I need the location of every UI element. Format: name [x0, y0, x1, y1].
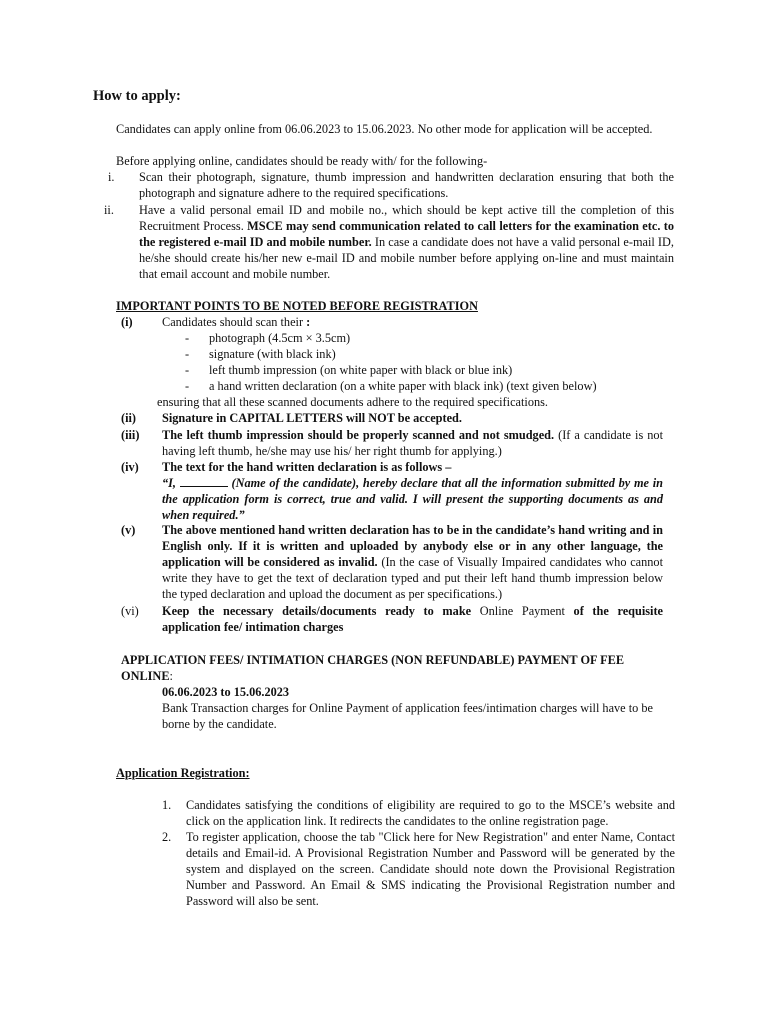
- list-marker: 2.: [162, 830, 172, 844]
- point-text: Candidates should scan their :: [162, 315, 311, 329]
- list-marker: ii.: [104, 203, 114, 217]
- bullet-dash: -: [185, 363, 190, 377]
- point-text: Signature in CAPITAL LETTERS will NOT be accepted.: [162, 411, 462, 425]
- point-marker: (iv): [121, 460, 139, 474]
- bullet-dash: -: [185, 331, 190, 345]
- point-marker: (iii): [121, 428, 140, 442]
- list-item: To register application, choose the tab "Click here for New Registration" and enter Name, Contact details and Email-id. A Provisional Registration Number and Password will be generated by the system and displayed on the screen. Candidate should note down the Provisional Registration Number and Password. An Email & SMS indicating the Provisional Registration number and Password will also be sent.: [186, 830, 675, 908]
- list-item: Have a valid personal email ID and mobile no., which should be kept active till the completion of this Recruitment Process. MSCE may send communication related to call letters for the examination etc. to the registered e-mail ID and mobile number. In case a candidate does not have a valid personal e-mail ID, he/she should create his/her new e-mail ID and mobile number before applying on-line and must maintain that email account and mobile number.: [139, 203, 674, 281]
- point-marker: (i): [121, 315, 133, 329]
- registration-heading: Application Registration:: [116, 766, 250, 780]
- point-marker: (vi): [121, 604, 139, 618]
- fees-dates: 06.06.2023 to 15.06.2023: [162, 685, 290, 699]
- point-text: Keep the necessary details/documents ready to make Online Payment of the requisite application fee/ intimation charges: [162, 604, 663, 634]
- point-text: The text for the hand written declaration is as follows –: [162, 460, 452, 474]
- list-item: Candidates satisfying the conditions of eligibility are required to go to the MSCE’s website and click on the application link. It redirects the candidates to the online registration page.: [186, 798, 675, 828]
- list-item: Scan their photograph, signature, thumb impression and handwritten declaration ensuring that both the photograph and signature adhere to the required specifications.: [139, 170, 674, 200]
- point-marker: (ii): [121, 411, 137, 425]
- name-blank-line: [180, 476, 228, 487]
- list-marker: 1.: [162, 798, 172, 812]
- point-text: The above mentioned hand written declaration has to be in the candidate’s hand writing and in English only. If it is written and uploaded by anybody else or in any other language, the application will be considered as invalid. (In the case of Visually Impaired candidates who cannot write they have to get the text of declaration typed and put their left hand thumb impression below the typed declaration and upload the document as per specifications.): [162, 523, 663, 601]
- bullet-item: a hand written declaration (on a white paper with black ink) (text given below): [209, 379, 597, 393]
- before-applying-paragraph: Before applying online, candidates should be ready with/ for the following-: [116, 154, 488, 168]
- bullet-dash: -: [185, 379, 190, 393]
- list-marker: i.: [108, 170, 115, 184]
- point-marker: (v): [121, 523, 136, 537]
- fees-note: Bank Transaction charges for Online Payment of application fees/intimation charges will have to be borne by the candidate.: [162, 701, 653, 731]
- point-text: The left thumb impression should be properly scanned and not smudged. (If a candidate is not having left thumb, he/she may use his/ her right thumb for applying.): [162, 428, 663, 458]
- fees-heading: APPLICATION FEES/ INTIMATION CHARGES (NON REFUNDABLE) PAYMENT OF FEE ONLINE:: [121, 653, 625, 683]
- bullet-item: left thumb impression (on white paper with black or blue ink): [209, 363, 513, 377]
- bullet-item: signature (with black ink): [209, 347, 336, 361]
- page-title: How to apply:: [93, 88, 181, 104]
- bullet-item: photograph (4.5cm × 3.5cm): [209, 331, 351, 345]
- ensuring-text: ensuring that all these scanned documents adhere to the required specifications.: [157, 395, 548, 409]
- declaration-text: “I, (Name of the candidate), hereby declare that all the information submitted by me in the application form is correct, true and valid. I will present the supporting documents as and when required.”: [162, 476, 663, 522]
- apply-dates-paragraph: Candidates can apply online from 06.06.2023 to 15.06.2023. No other mode for application will be accepted.: [116, 122, 653, 136]
- important-points-heading: IMPORTANT POINTS TO BE NOTED BEFORE REGISTRATION: [116, 299, 478, 313]
- bullet-dash: -: [185, 347, 190, 361]
